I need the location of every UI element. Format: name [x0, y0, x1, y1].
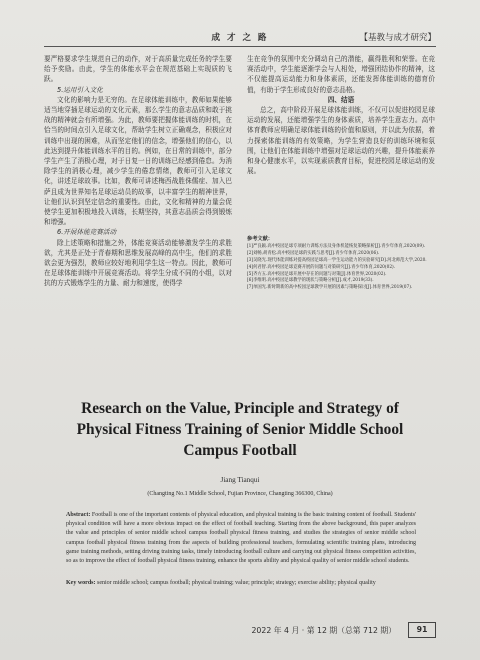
- body-paragraph: 要严格要求学生规范自己的动作，对于高质量完成任务的学生要给予奖励。由此，学生的体能水平会在规范基础上实现质的飞跃。: [44, 55, 232, 84]
- right-column: [247, 54, 435, 176]
- body-paragraph: 文化的影响力是无穷的。在足球体能训练中，教师如果能够适当地穿插足球运动的文化元素，那么学生的意志品质和敢于挑战的精神就会有所增强。为此，教师要把握体能训练的时机，在恰当的时间点引入足球文化，帮助学生树立正确观念，积极应对训练中出现的困难，从而坚定他们的信念，增强他们的信心，以此达到提升体能训练水平的目的。例如，在日常的训练中，部分学生产生了消极心理，对于日复一日的训练已经感到倦怠。为消除学生的消极心理，减少学生的倦怠情绪，教师可引入足球文化，讲述足球故事。比如，教师可讲述梅西战胜侏儒症、加入巴萨且成为世界知名足球运动员的故事，以丰富学生的精神世界，让他们认识到坚定信念的重要性。由此，文化和精神的力量会促使学生更加积极地投入训练，长期坚持，其意志品质会得到锻炼和增强。: [44, 95, 232, 227]
- abstract-text: Football is one of the important contents of physical education, and physical training is the basic training content of football. Students' physical condition will have a more obvious impact on the effect of football teaching. Starting from the above background, this paper analyzes the value and principles of senior middle school campus football physical fitness training, and studies the strategies of senior middle school campus football physical fitness training from the aspects of building professional teachers, formulating scientific training plans, introducing game training methods, setting driving training tasks, timely introducing football culture and carrying out physical fitness competition activities, so as to improve the effect of football physical fitness training, enhance the sports ability and physical quality of senior middle school students.: [66, 512, 416, 565]
- reference-item: [3]吴晓光.现代体能训练对提高校园足球高一学生运动能力的实验研究[D].河北师范大学,2020.: [247, 257, 427, 263]
- english-abstract: [66, 511, 416, 566]
- body-paragraph: 除上述策略和措施之外，体能竞赛活动能够激发学生的求胜欲，尤其是正处于青春期和思维发展高峰的高中生，他们的求胜欲会更为强烈，教师应较好地利用学生这一特点。因此，教师可在足球体能训练中开展竞赛活动。将学生分成不同的小组，以对抗的方式锻炼学生的力量、耐力和速度，使得学: [44, 238, 232, 288]
- issue-info: 2022 年 4 月 · 第 12 期（总第 712 期）: [251, 626, 396, 635]
- subheading: 5.运用引入文化: [57, 85, 103, 94]
- reference-item: [4]何君智.高中校园足球竞赛开展的问题与对策研究[J].青少年体育,2020(02).: [247, 264, 396, 270]
- subheading: 6.开展体能竞赛活动: [57, 228, 117, 237]
- body-paragraph: 生在竞争的氛围中充分调动自己的潜能，赢得胜利和荣誉。在竞赛活动中，学生能逐渐学会与人相处，增强团结协作的精神，这不仅能提高运动能力和身体素质，还能发挥体能训练的德育价值，有助于学生形成良好的意志品格。: [247, 55, 435, 94]
- english-affiliation: (Changting No.1 Middle School, Fujian Province, Changting 366300, China): [147, 491, 333, 497]
- keywords-text: senior middle school; campus football; physical training; value; principle; strategy; exercise ability; physical quality: [97, 580, 376, 586]
- reference-item: [5]齐方五.高中校园足球开展中存在的问题与对策[J].体育世界,2020(02).: [247, 271, 387, 277]
- english-author: Jiang Tianqui: [220, 476, 260, 484]
- section-heading-conclusion: 四、结语: [327, 95, 355, 104]
- keywords-label: Key words:: [66, 580, 96, 586]
- body-paragraph: 总之，高中阶段开展足球体能训练，不仅可以促进校园足球运动的发展，还能增强学生的身体素质，培养学生意志力。高中体育教师应明确足球体能训练的价值和原则，并以此为依据，着力探索体能训练的有效策略，为学生营造良好的训练环境和氛围，让他们在体能训练中增强对足球运动的兴趣，提升体能素养和身心健康水平，以实现素质教育目标，促进校园足球运动的发展。: [247, 106, 435, 176]
- journal-title: 成 才 之 路: [211, 33, 269, 43]
- left-column: [44, 54, 232, 289]
- references-title: 参考文献：: [247, 236, 273, 242]
- page-footer: [0, 622, 436, 636]
- page-header: [44, 30, 436, 47]
- reference-item: [2]刘畅,胡青松.高中校园足球的实践与思考[J].青少年体育,2020(06).: [247, 250, 380, 256]
- english-title: Research on the Value, Principle and Strategy of Physical Fitness Training of Senior Middle School Campus Football: [76, 400, 404, 459]
- page-number: 91: [408, 622, 436, 638]
- abstract-label: Abstract:: [66, 512, 91, 518]
- reference-item: [7]单国光.新时期新的高中校园足球教学开展的因素与策略探讨[J].体育世界,2019(07).: [247, 285, 413, 291]
- section-label: 【基教与成才研究】: [359, 33, 436, 43]
- reference-item: [6]李维明.高中校园足球教学的现状与策略分析[J].成才,2019(33).: [247, 278, 374, 284]
- english-keywords: [66, 579, 416, 588]
- references-section: [247, 236, 435, 292]
- reference-item: [1]严良颖.高中校园足球专项耐力训练方法及身体机能恢复策略探析[J].青少年体育,2020(09).: [247, 243, 426, 249]
